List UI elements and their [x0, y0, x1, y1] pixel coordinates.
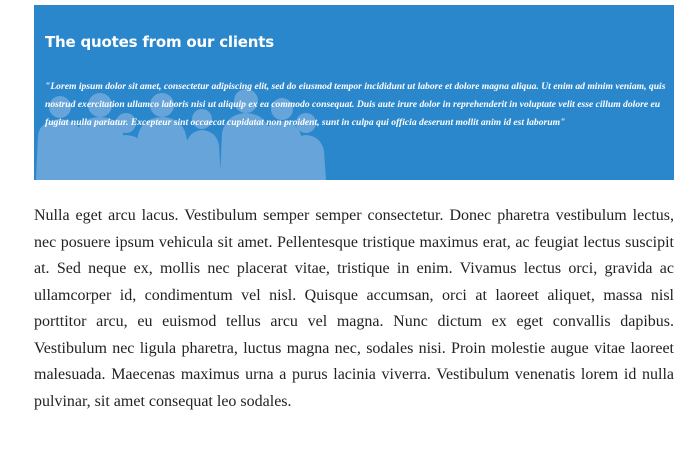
- client-quote: "Lorem ipsum dolor sit amet, consectetur adipiscing elit, sed do eiusmod tempor incididunt ut labore et dolore magna aliqua. Ut enim ad minim veniam, quis nostrud exercitation ullamco laboris nisi ut aliquip ex ea commodo consequat. Duis aute irure dolor in reprehenderit in voluptate velit esse cillum dolore eu fugiat nulla pariatur. Excepteur sint occaecat cupidatat non proident, sunt in culpa qui officia deserunt mollit anim id est laborum": [45, 81, 666, 128]
- body-paragraph: Nulla eget arcu lacus. Vestibulum semper semper consectetur. Donec pharetra vestibulum lectus, nec posuere ipsum vehicula sit amet. Pellentesque tristique maximus erat, ac feugiat lectus suscipit at. Sed neque ex, mollis nec placerat vitae, tristique in enim. Vivamus lectus orci, gravida ac ullamcorper id, condimentum vel nisl. Quisque accumsan, orci at laoreet aliquet, massa nisl porttitor arcu, eu euismod tellus arcu vel magna. Nunc dictum ex eget convallis dapibus. Vestibulum nec ligula pharetra, luctus magna nec, sodales nisi. Proin molestie augue vitae laoreet malesuada. Maecenas maximus urna a purus lacinia viverra. Vestibulum venenatis lorem id nulla pulvinar, sit amet consequat leo sodales.: [34, 207, 674, 410]
- testimonial-banner: [34, 5, 674, 180]
- banner-title: The quotes from our clients: [45, 33, 274, 51]
